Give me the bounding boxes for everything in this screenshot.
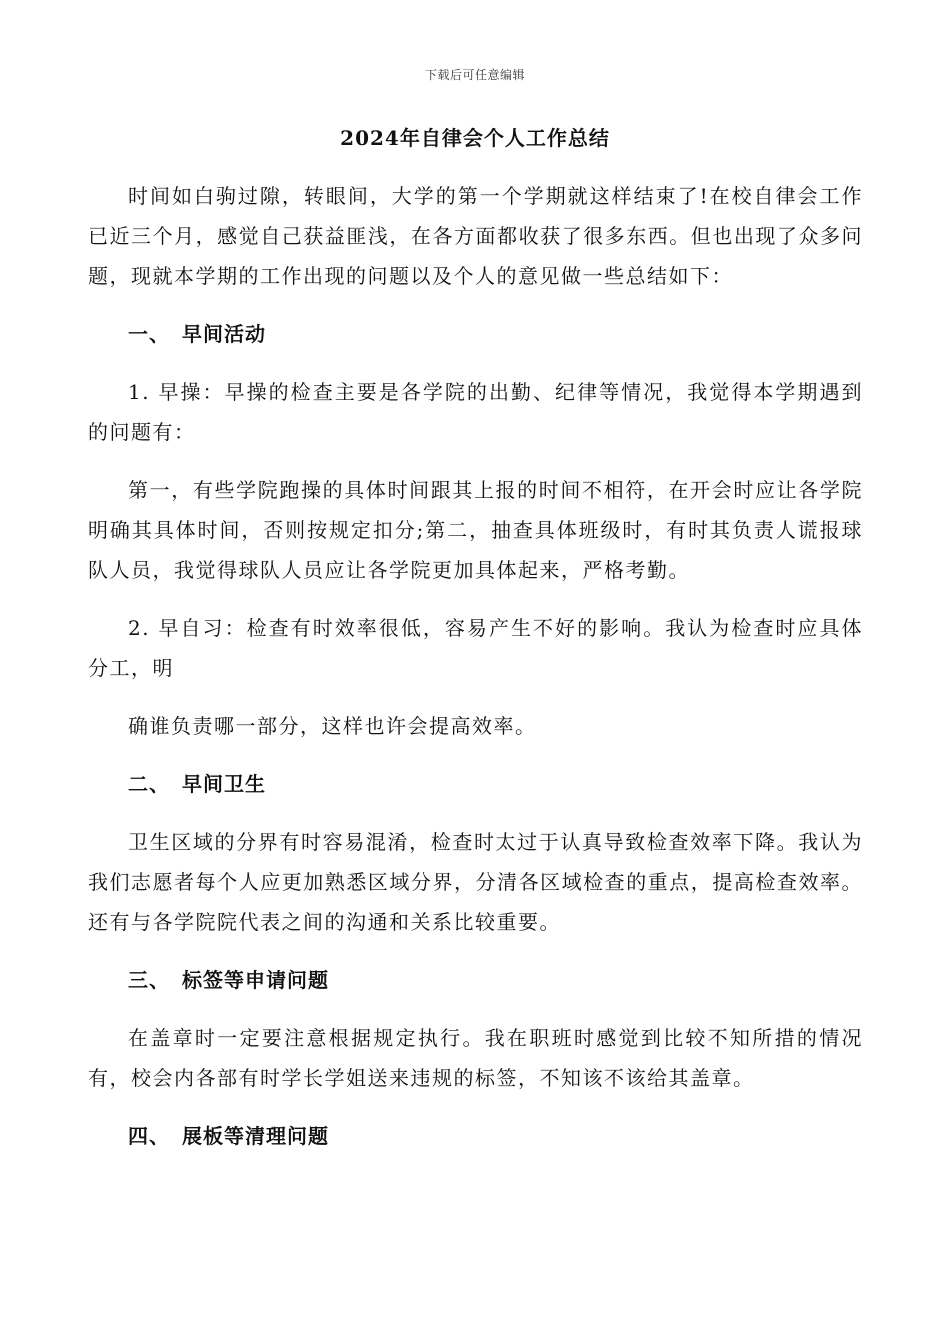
paragraph-morning-exercise: 1. 早操：早操的检查主要是各学院的出勤、纪律等情况，我觉得本学期遇到的问题有： <box>88 380 863 444</box>
section-title: 展板等清理问题 <box>182 1124 329 1148</box>
paragraph-stamping: 在盖章时一定要注意根据规定执行。我在职班时感觉到比较不知所措的情况有，校会内各部有时学长学姐送来违规的标签，不知该不该给其盖章。 <box>88 1026 863 1090</box>
section-number: 四、 <box>128 1124 170 1148</box>
document-title: 2024年自律会个人工作总结 <box>340 126 610 150</box>
paragraph-hygiene: 卫生区域的分界有时容易混淆，检查时太过于认真导致检查效率下降。我认为我们志愿者每个人应更加熟悉区域分界，分清各区域检查的重点，提高检查效率。还有与各学院院代表之间的沟通和关系比较重要。 <box>88 830 863 934</box>
section-heading-2 <box>88 764 863 804</box>
section-number: 二、 <box>128 772 170 796</box>
intro-paragraph: 时间如白驹过隙，转眼间，大学的第一个学期就这样结束了!在校自律会工作已近三个月，感觉自己获益匪浅，在各方面都收获了很多东西。但也出现了众多问题，现就本学期的工作出现的问题以及个人的意见做一些总结如下： <box>88 184 863 288</box>
section-number: 一、 <box>128 322 170 346</box>
section-number: 三、 <box>128 968 170 992</box>
header-note: 下载后可任意编辑 <box>424 68 525 82</box>
section-heading-1 <box>88 314 863 354</box>
section-heading-3 <box>88 960 863 1000</box>
section-title: 早间卫生 <box>182 772 266 796</box>
paragraph-issues: 第一，有些学院跑操的具体时间跟其上报的时间不相符，在开会时应让各学院明确其具体时间，否则按规定扣分;第二，抽查具体班级时，有时其负责人谎报球队人员，我觉得球队人员应让各学院更加具体起来，严格考勤。 <box>88 478 863 582</box>
section-title: 早间活动 <box>182 322 266 346</box>
document-body <box>88 176 863 1156</box>
section-title: 标签等申请问题 <box>182 968 329 992</box>
paragraph-morning-study: 2. 早自习：检查有时效率很低，容易产生不好的影响。我认为检查时应具体分工，明 <box>88 616 863 680</box>
section-heading-4 <box>88 1116 863 1156</box>
paragraph-efficiency: 确谁负责哪一部分，这样也许会提高效率。 <box>128 714 537 738</box>
